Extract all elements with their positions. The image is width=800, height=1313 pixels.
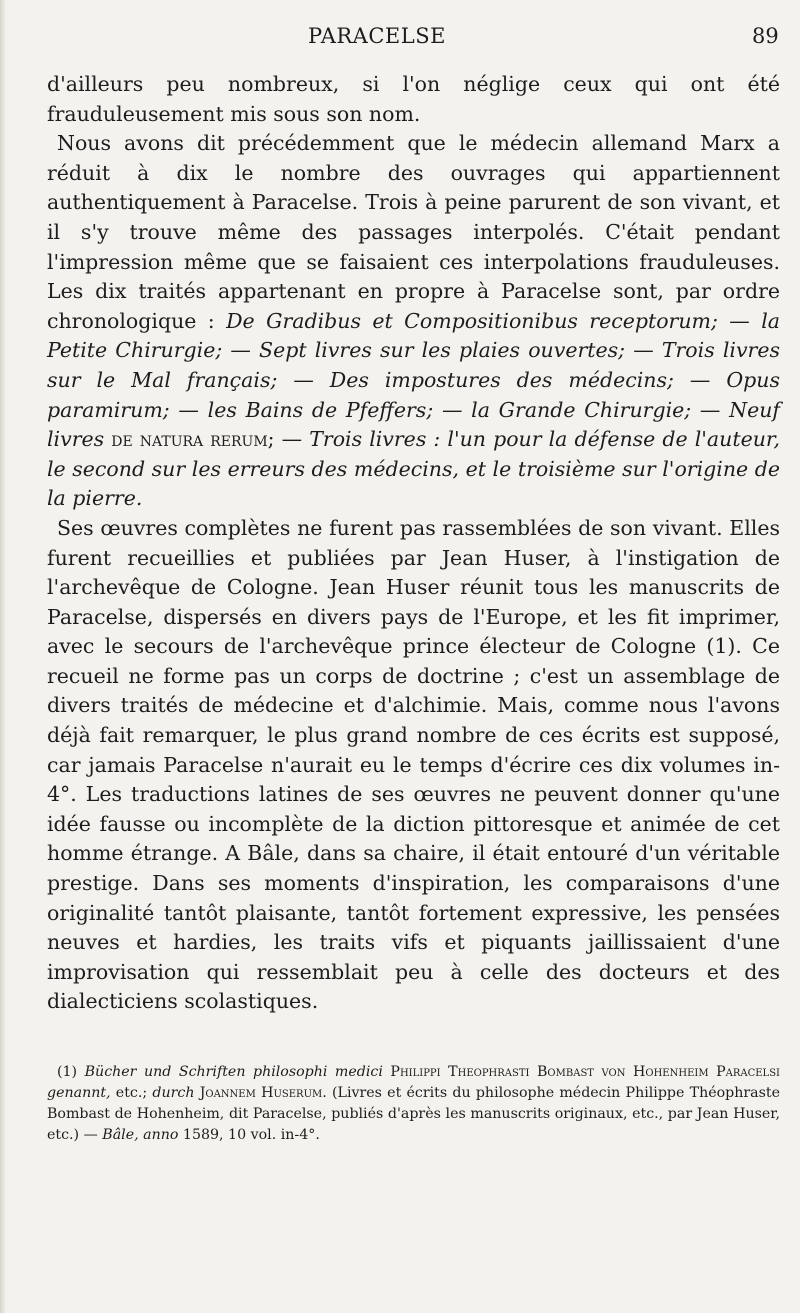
works-list-italic-end: Trois livres : l'un pour la défense de l'auteur, le second sur les erreurs des médecins, et le troisième sur l'origine de la pierre.: [47, 427, 780, 511]
footnote: [47, 1062, 780, 1146]
footnote-place: Bâle, anno: [102, 1127, 179, 1143]
paragraph-2-text: Nous avons dit précédemment que le médecin allemand Marx a réduit à dix le nombre des ouvrages qui appartiennent authentiquement à Paracelse. Trois à peine parurent de son vivant, et il s'y trouve même des passages interpolés. C'était pendant l'impression même que se faisaient ces interpolations frauduleuses. Les dix traités appartenant en propre à Paracelse sont, par ordre chronologique :: [47, 131, 780, 333]
main-text: [47, 70, 780, 1017]
running-title: PARACELSE: [308, 24, 446, 48]
paragraph-2: [47, 129, 780, 514]
footnote-durch: durch: [152, 1085, 195, 1101]
footnote-editor-smallcaps: Joannem Huserum.: [194, 1085, 327, 1101]
footnote-date: 1589, 10 vol. in-4°.: [178, 1127, 320, 1143]
scan-shadow: [0, 0, 6, 1313]
running-head: [0, 20, 800, 52]
works-list-smallcaps: de natura rerum: [111, 427, 268, 452]
footnote-author-smallcaps: Philippi Theophrasti Bombast von Hohenheim Paracelsi: [382, 1064, 780, 1080]
footnote-etc: etc.;: [110, 1085, 153, 1101]
paragraph-1: d'ailleurs peu nombreux, si l'on néglige ceux qui ont été frauduleusement mis sous son nom.: [47, 72, 780, 126]
footnote-title-italic: Bücher und Schriften philosophi medici: [84, 1064, 383, 1080]
page-number: 89: [752, 24, 779, 48]
footnote-translation: (Livres et écrits du philosophe médecin Philippe Théophraste Bombast de Hohenheim, dit Paracelse, publiés d'après les manuscrits originaux, etc., par Jean Huser, etc.) —: [47, 1085, 781, 1143]
paragraph-3: Ses œuvres complètes ne furent pas rassemblées de son vivant. Elles furent recueillies et publiées par Jean Huser, à l'instigation de l'archevêque de Cologne. Jean Huser réunit tous les manuscrits de Paracelse, dispersés en divers pays de l'Europe, et les fit imprimer, avec le secours de l'archevêque prince électeur de Cologne (1). Ce recueil ne forme pas un corps de doctrine ; c'est un assemblage de divers traités de médecine et d'alchimie. Mais, comme nous l'avons déjà fait remarquer, le plus grand nombre de ces écrits est supposé, car jamais Paracelse n'aurait eu le temps d'écrire ces dix volumes in-4°. Les traductions latines de ses œuvres ne peuvent donner qu'une idée fausse ou incomplète de la diction pittoresque et animée de cet homme étrange. A Bâle, dans sa chaire, il était entouré d'un véritable prestige. Dans ses moments d'inspiration, les comparaisons d'une originalité tantôt plaisante, tantôt fortement expressive, les pensées neuves et hardies, les traits vifs et piquants jaillissaient d'une improvisation qui ressemblait peu à celle des docteurs et des dialecticiens scolastiques.: [47, 515, 780, 1014]
footnote-number: (1): [57, 1064, 85, 1080]
works-list-separator: ; —: [267, 427, 310, 452]
footnote-genannt: genannt,: [47, 1085, 111, 1101]
works-list-italic: De Gradibus et Compositionibus receptorum; — la Petite Chirurgie; — Sept livres sur les plaies ouvertes; — Trois livres sur le Mal français; — Des impostures des médecins; — Opus paramirum; — les Bains de Pfeffers; — la Grande Chirurgie; — Neuf livres: [47, 308, 780, 452]
